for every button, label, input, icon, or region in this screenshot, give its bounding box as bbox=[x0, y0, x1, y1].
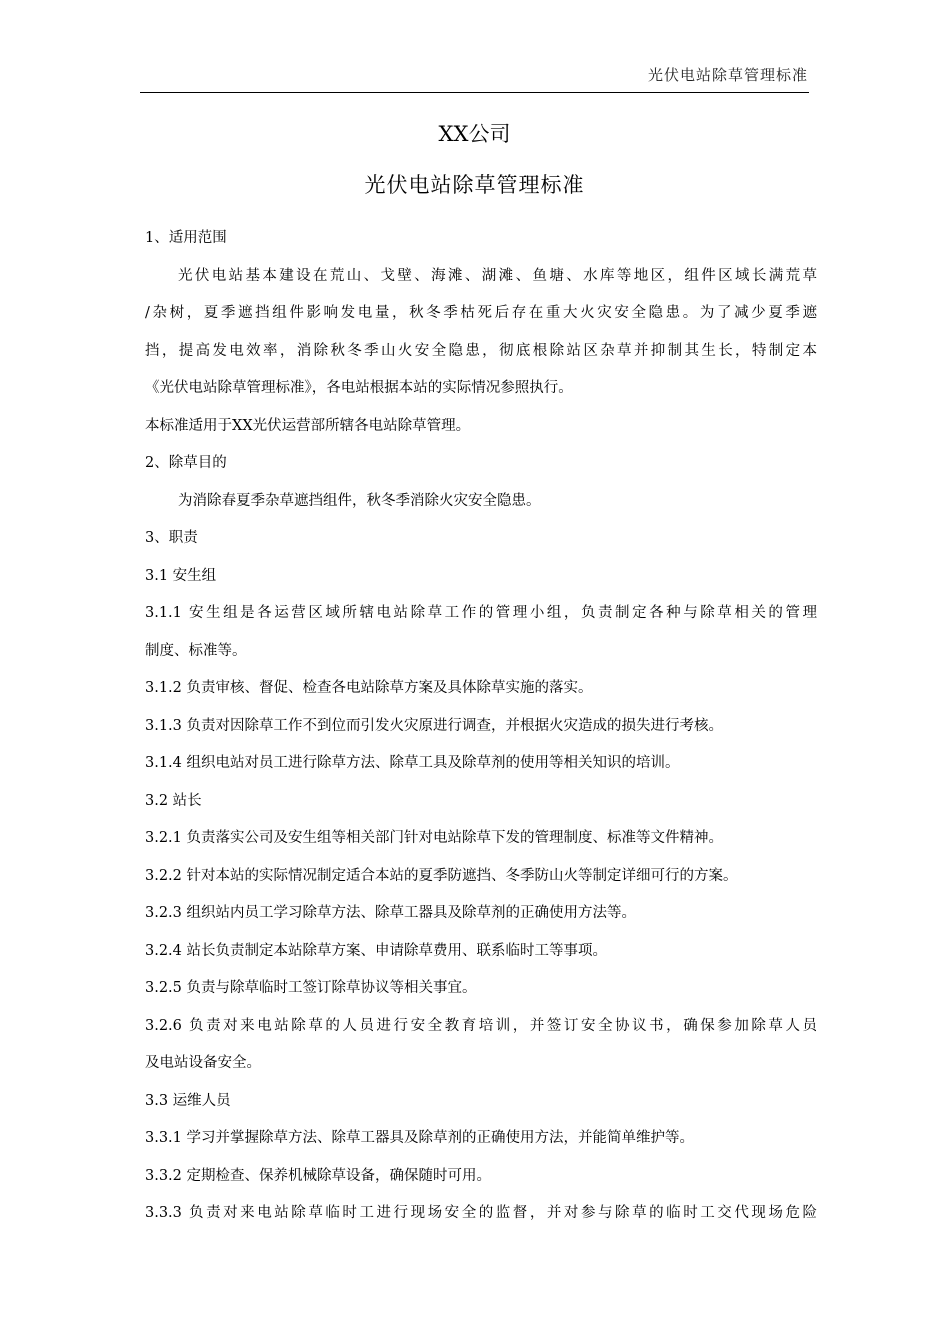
text-line: 3.3.2 定期检查、保养机械除草设备，确保随时可用。 bbox=[145, 1167, 492, 1184]
text-line: 3.3 运维人员 bbox=[145, 1092, 231, 1109]
text-line: 3.1 安生组 bbox=[145, 567, 217, 584]
text-line: 3.1.3 负责对因除草工作不到位而引发火灾原进行调查，并根据火灾造成的损失进行考核。 bbox=[145, 717, 723, 734]
text-line: 3.3.1 学习并掌握除草方法、除草工器具及除草剂的正确使用方法，并能简单维护等。 bbox=[145, 1130, 695, 1146]
text-line: 3.2 站长 bbox=[145, 792, 202, 809]
text-line: 及电站设备安全。 bbox=[145, 1055, 261, 1071]
text-line: 光伏电站基本建设在荒山、戈壁、海滩、湖滩、鱼塘、水库等地区，组件区域长满荒草 bbox=[178, 267, 817, 284]
document-body bbox=[145, 220, 817, 1233]
text-line: 本标准适用于XX光伏运营部所辖各电站除草管理。 bbox=[145, 417, 471, 434]
text-line: 制度、标准等。 bbox=[145, 642, 247, 659]
text-line: 为消除春夏季杂草遮挡组件，秋冬季消除火灾安全隐患。 bbox=[178, 492, 541, 509]
text-line: 3.2.3 组织站内员工学习除草方法、除草工器具及除草剂的正确使用方法等。 bbox=[145, 905, 637, 921]
section-heading: 1、适用范围 bbox=[145, 230, 227, 246]
text-line: 3.2.4 站长负责制定本站除草方案、申请除草费用、联系临时工等事项。 bbox=[145, 942, 608, 959]
text-line: 3.2.6 负责对来电站除草的人员进行安全教育培训，并签订安全协议书，确保参加除草人员 bbox=[145, 1017, 817, 1034]
text-line: 挡，提高发电效率，消除秋冬季山火安全隐患，彻底根除站区杂草并抑制其生长，特制定本 bbox=[145, 342, 817, 359]
text-line: 3.3.3 负责对来电站除草临时工进行现场安全的监督，并对参与除草的临时工交代现场危险 bbox=[145, 1205, 817, 1221]
text-line: /杂树，夏季遮挡组件影响发电量，秋冬季枯死后存在重大火灾安全隐患。为了减少夏季遮 bbox=[145, 305, 817, 321]
text-line: 《光伏电站除草管理标准》，各电站根据本站的实际情况参照执行。 bbox=[145, 380, 573, 396]
text-line: 3.2.2 针对本站的实际情况制定适合本站的夏季防遮挡、冬季防山火等制定详细可行的方案。 bbox=[145, 867, 738, 884]
text-line: 3.1.2 负责审核、督促、检查各电站除草方案及具体除草实施的落实。 bbox=[145, 680, 593, 696]
section-heading: 3、职责 bbox=[145, 530, 198, 546]
running-header: 光伏电站除草管理标准 bbox=[647, 66, 808, 84]
section-heading: 2、除草目的 bbox=[145, 455, 227, 471]
document-title: 光伏电站除草管理标准 bbox=[364, 173, 585, 197]
company-name: XX公司 bbox=[438, 122, 511, 146]
text-line: 3.2.5 负责与除草临时工签订除草协议等相关事宜。 bbox=[145, 980, 477, 996]
text-line: 3.2.1 负责落实公司及安生组等相关部门针对电站除草下发的管理制度、标准等文件精神。 bbox=[145, 830, 723, 846]
header-rule bbox=[140, 92, 809, 93]
text-line: 3.1.4 组织电站对员工进行除草方法、除草工具及除草剂的使用等相关知识的培训。 bbox=[145, 755, 680, 771]
text-line: 3.1.1 安生组是各运营区域所辖电站除草工作的管理小组，负责制定各种与除草相关的管理 bbox=[145, 605, 817, 621]
